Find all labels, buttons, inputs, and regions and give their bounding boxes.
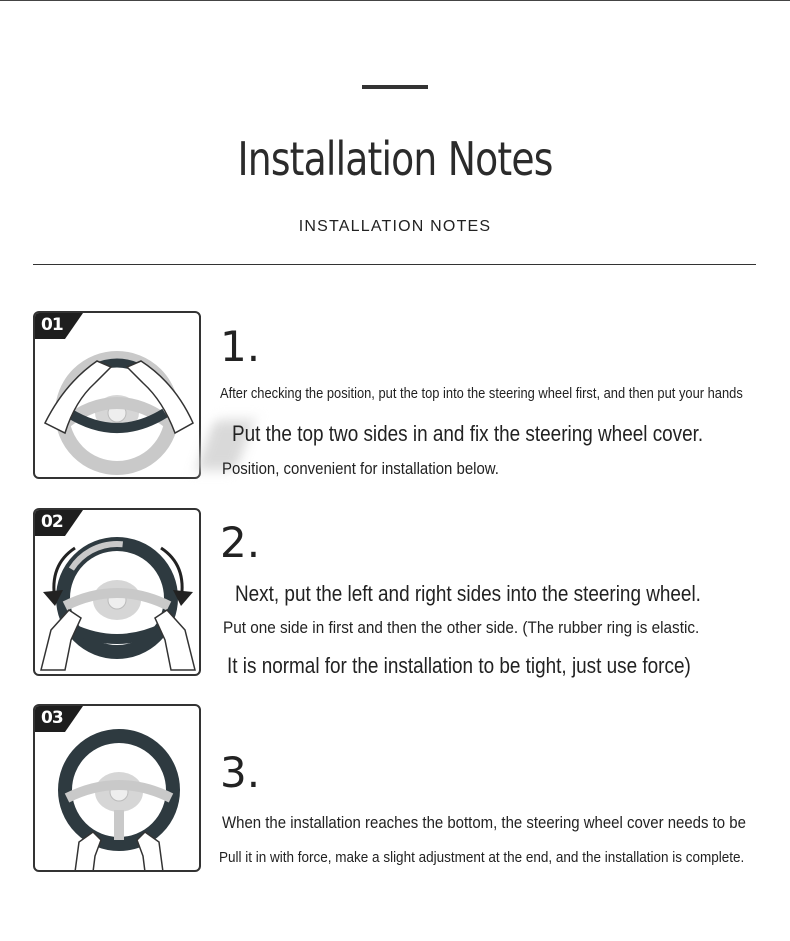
- title-accent-dash: [362, 85, 428, 89]
- step-text-line: Put the top two sides in and fix the steering wheel cover.: [232, 421, 704, 446]
- step-badge: 02: [41, 512, 63, 532]
- step-badge: 03: [41, 708, 63, 728]
- header-divider: [33, 264, 756, 265]
- step-number: 1.: [220, 322, 261, 371]
- step-text-line: After checking the position, put the top into the steering wheel first, and then put your hands: [220, 385, 743, 402]
- step-text-line: Pull it in with force, make a slight adjustment at the end, and the installation is complete.: [219, 849, 745, 866]
- page-title: Installation Notes: [237, 132, 553, 186]
- step-text-line: Next, put the left and right sides into the steering wheel.: [235, 581, 701, 606]
- step-2-illustration: [33, 508, 201, 676]
- step-3-illustration: [33, 704, 201, 872]
- page-subtitle: INSTALLATION NOTES: [298, 218, 492, 235]
- step-number: 2.: [220, 518, 261, 567]
- step-text-line: Put one side in first and then the other side. (The rubber ring is elastic.: [223, 618, 700, 637]
- step-badge: 01: [41, 315, 63, 335]
- step-text-line: It is normal for the installation to be tight, just use force): [227, 653, 691, 678]
- step-text-line: When the installation reaches the bottom, the steering wheel cover needs to be: [222, 813, 746, 832]
- step-number: 3.: [220, 748, 261, 797]
- step-1-illustration: [33, 311, 201, 479]
- step-text-line: Position, convenient for installation below.: [222, 459, 499, 478]
- top-border: [0, 0, 790, 1]
